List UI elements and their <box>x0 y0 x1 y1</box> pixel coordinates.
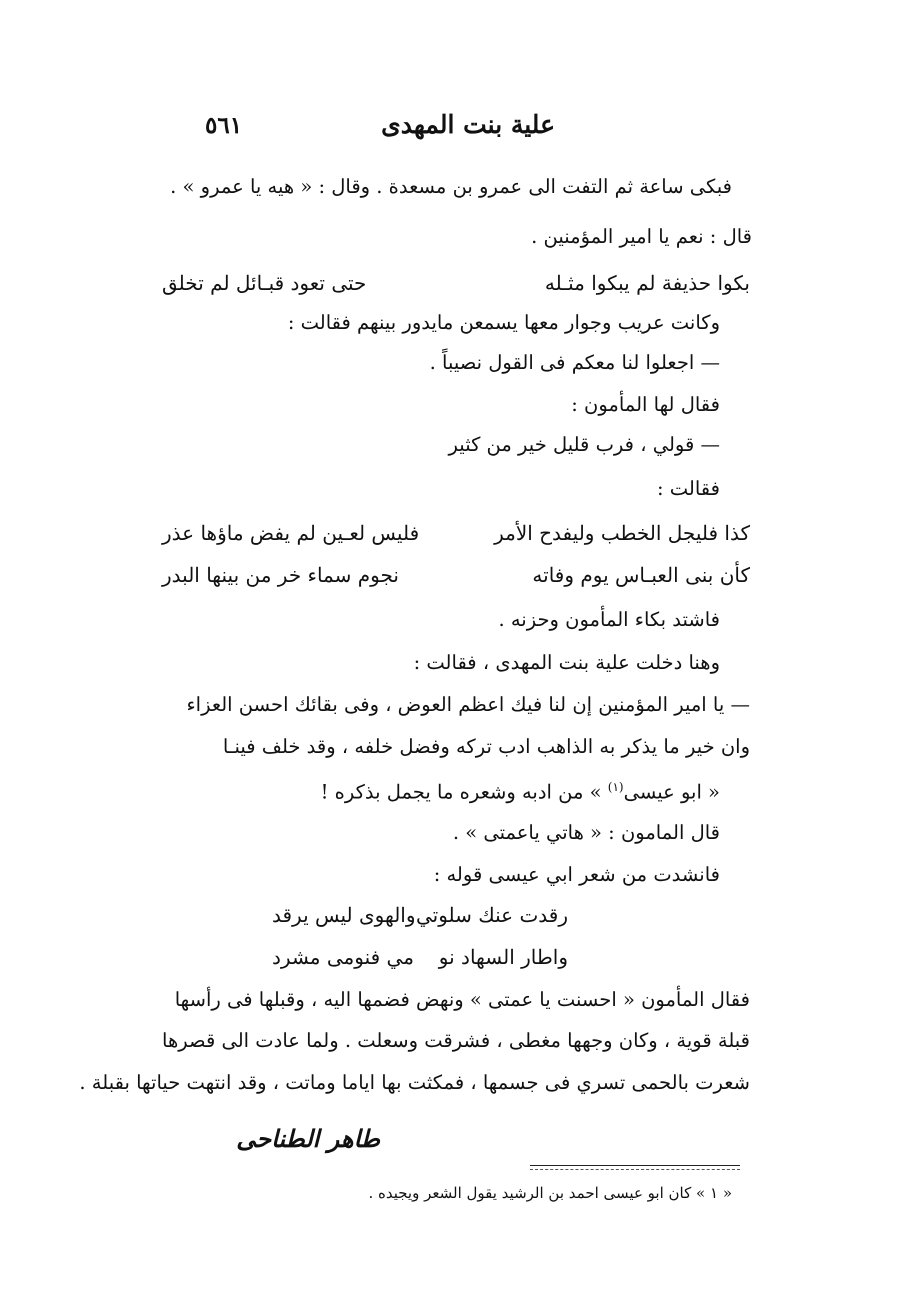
footnote-divider-dashed <box>530 1169 740 1170</box>
verse-4-first-half: رقدت عنك سلوتي <box>415 903 568 927</box>
verse-5-first-half: واطار السهاد نو <box>438 945 568 969</box>
verse-4-second-half: والهوى ليس يرقد <box>272 903 416 927</box>
text-line-5: فقال لها المأمون : <box>571 393 720 416</box>
text-line-1: فبكى ساعة ثم التفت الى عمرو بن مسعدة . وقال : « هيه يا عمرو » . <box>170 175 732 198</box>
text-line-6: — قولي ، فرب قليل خير من كثير <box>448 433 720 456</box>
text-line-7: فقالت : <box>657 477 720 500</box>
verse-5-second-half: مي فنومى مشرد <box>272 945 414 969</box>
verse-2-second-half: فليس لعـين لم يفض ماؤها عذر <box>162 521 420 545</box>
verse-1-second-half: حتى تعود قبـائل لم تخلق <box>162 271 367 295</box>
text-line-17: شعرت بالحمى تسري فى جسمها ، فمكثت بها اياما وماتت ، وقد انتهت حياتها بقبلة . <box>79 1071 750 1094</box>
text-line-4: — اجعلوا لنا معكم فى القول نصيباً . <box>429 351 720 374</box>
footnote-divider <box>530 1165 740 1166</box>
verse-3-second-half: نجوم سماء خر من بينها البدر <box>162 563 399 587</box>
verse-1-first-half: بكوا حذيفة لم يبكوا مثـله <box>544 271 750 295</box>
verse-3-first-half: كأن بنى العبـاس يوم وفاته <box>532 563 750 587</box>
text-line-3: وكانت عريب وجوار معها يسمعن مايدور بينهم فقالت : <box>287 311 720 334</box>
text-line-8: فاشتد بكاء المأمون وحزنه . <box>498 608 720 631</box>
author-signature: طاهر الطناحى <box>236 1124 380 1153</box>
text-line-12 <box>321 772 720 808</box>
text-line-16: قبلة قوية ، وكان وجهها مغطى ، فشرقت وسعلت . ولما عادت الى قصرها <box>162 1029 750 1052</box>
page-number: ٥٦١ <box>205 112 243 139</box>
footnote: « ١ » كان ابو عيسى احمد بن الرشيد يقول الشعر ويجيده . <box>368 1184 732 1202</box>
text-line-12-end: » من ادبه وشعره ما يجمل بذكره ! <box>320 780 602 804</box>
text-line-10: — يا امير المؤمنين إن لنا فيك اعظم العوض ، وفى بقائك احسن العزاء <box>186 693 750 716</box>
running-header-title: علية بنت المهدى <box>381 110 555 139</box>
text-line-13: قال المامون : « هاتي ياعمتى » . <box>452 821 720 844</box>
text-line-11: وان خير ما يذكر به الذاهب ادب تركه وفضل خلفه ، وقد خلف فينـا <box>222 735 750 758</box>
text-line-9: وهنا دخلت علية بنت المهدى ، فقالت : <box>413 651 720 674</box>
text-line-14: فانشدت من شعر ابي عيسى قوله : <box>433 863 720 886</box>
text-line-2: قال : نعم يا امير المؤمنين . <box>531 225 752 248</box>
footnote-reference: (١) <box>607 780 624 794</box>
verse-2-first-half: كذا فليجل الخطب وليفدح الأمر <box>494 521 750 545</box>
text-line-12-start: « ابو عيسى <box>623 780 720 804</box>
text-line-15: فقال المأمون « احسنت يا عمتى » ونهض فضمها اليه ، وقبلها فى رأسها <box>174 988 750 1011</box>
